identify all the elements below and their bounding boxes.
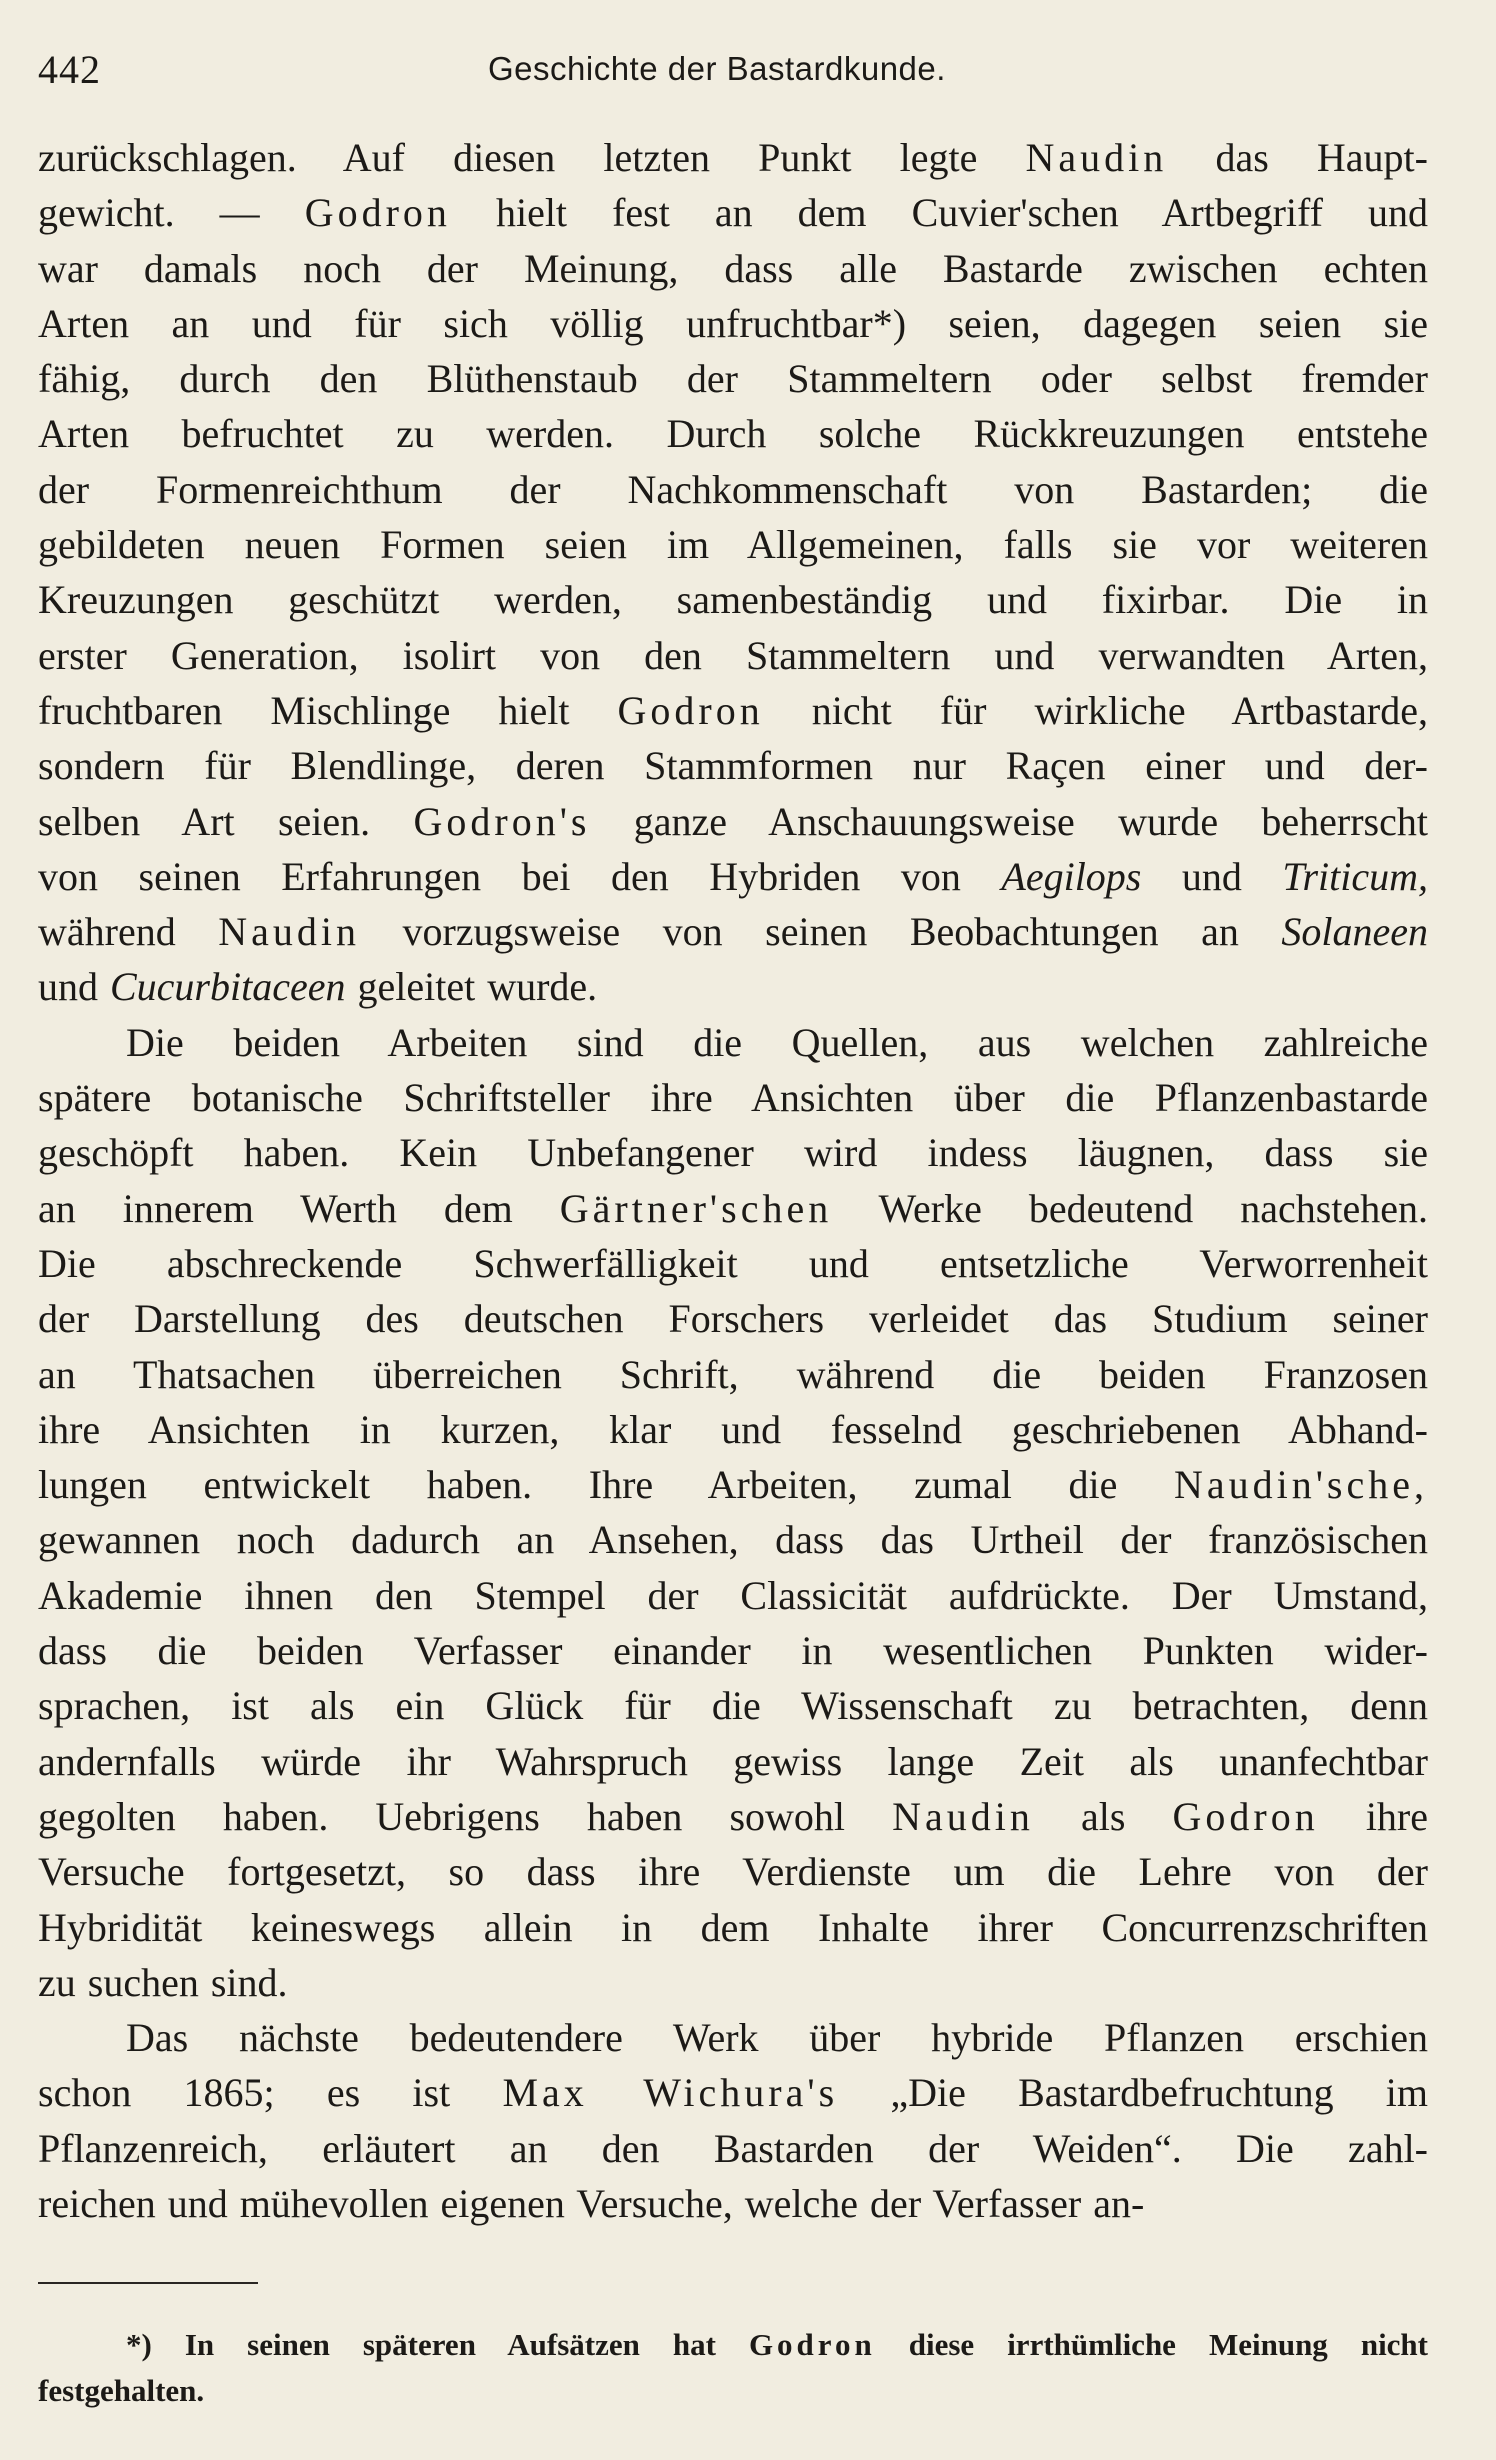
text-run: Die beiden Arbeiten sind die Quellen, aus welchen zahlreiche — [126, 1019, 1428, 1065]
text-run: spätere botanische Schriftsteller ihre Ansichten über die Pflanzenbastarde — [38, 1075, 1428, 1121]
text-run: dass die beiden Verfasser einander in wesentlichen Punkten wider- — [38, 1628, 1428, 1674]
name-spaced: Godron's — [413, 798, 591, 844]
text-line — [38, 1678, 1428, 1733]
text-run: festgehalten. — [38, 2373, 205, 2408]
text-run: Die abschreckende Schwerfälligkeit und entsetzliche Verworrenheit — [38, 1240, 1428, 1286]
text-line — [38, 1291, 1428, 1346]
text-run: gegolten haben. Uebrigens haben sowohl — [38, 1793, 893, 1839]
text-run: andernfalls würde ihr Wahrspruch gewiss lange Zeit als unanfechtbar — [38, 1738, 1428, 1784]
text-run: und — [1141, 853, 1283, 899]
text-line — [38, 572, 1428, 627]
text-run: ganze Anschauungsweise wurde beherrscht — [590, 798, 1428, 844]
name-spaced: Godron — [748, 2327, 876, 2362]
taxon-italic: Triticum, — [1282, 853, 1428, 899]
text-line — [38, 1844, 1428, 1899]
name-spaced: Godron — [304, 190, 451, 236]
text-line — [38, 2065, 1428, 2120]
text-run: nicht für wirkliche Artbastarde, — [763, 687, 1428, 733]
text-run: Pflanzenreich, erläutert an den Bastarden der Weiden“. Die zahl- — [38, 2125, 1428, 2171]
text-run: von seinen Erfahrungen bei den Hybriden von — [38, 853, 1002, 899]
text-run: *) In seinen späteren Aufsätzen hat — [126, 2327, 749, 2362]
name-spaced: Gärtner'schen — [559, 1185, 833, 1231]
page-header — [38, 46, 1428, 96]
text-line — [38, 1070, 1428, 1125]
text-line — [38, 794, 1428, 849]
taxon-italic: Solaneen — [1281, 909, 1429, 955]
text-line — [38, 1402, 1428, 1457]
text-line — [38, 1900, 1428, 1955]
text-run: fruchtbaren Mischlinge hielt — [38, 687, 618, 733]
text-run: gewannen noch dadurch an Ansehen, dass das Urtheil der französischen — [38, 1517, 1428, 1563]
text-run: gebildeten neuen Formen seien im Allgemeinen, falls sie vor weiteren — [38, 522, 1428, 568]
text-line — [38, 1955, 1428, 2010]
text-line — [38, 351, 1428, 406]
text-line — [38, 1789, 1428, 1844]
text-line — [38, 462, 1428, 517]
text-line — [38, 738, 1428, 793]
name-spaced: Godron — [1172, 1793, 1319, 1839]
text-run: das Haupt- — [1167, 135, 1428, 180]
name-spaced: Naudin — [1025, 135, 1168, 180]
name-spaced: Naudin — [218, 909, 360, 955]
text-run: Werke bedeutend nachstehen. — [832, 1185, 1428, 1231]
name-spaced: Godron — [617, 687, 764, 733]
text-run: an innerem Werth dem — [38, 1185, 560, 1231]
name-spaced: Naudin'sche, — [1173, 1462, 1428, 1508]
text-run: Das nächste bedeutendere Werk über hybride Pflanzen erschien — [126, 2015, 1428, 2061]
text-run: erster Generation, isolirt von den Stammeltern und verwandten Arten, — [38, 632, 1428, 678]
text-line — [38, 2121, 1428, 2176]
text-line — [38, 1125, 1428, 1180]
text-line — [38, 2322, 1428, 2368]
page-number: 442 — [38, 47, 101, 92]
text-line — [38, 2010, 1428, 2065]
text-line — [38, 959, 1428, 1014]
running-title: Geschichte der Bastardkunde. — [488, 50, 946, 87]
paragraph — [38, 2010, 1428, 2231]
text-run: diese irrthümliche Meinung nicht — [875, 2327, 1429, 2362]
text-line — [38, 1734, 1428, 1789]
text-line — [38, 2176, 1428, 2231]
text-line — [38, 185, 1428, 240]
text-run: lungen entwickelt haben. Ihre Arbeiten, zumal die — [38, 1462, 1174, 1508]
name-spaced: Naudin — [892, 1793, 1034, 1839]
text-run: geleitet wurde. — [345, 964, 598, 1010]
text-line — [38, 1512, 1428, 1567]
text-run: zurückschlagen. Auf diesen letzten Punkt legte — [38, 135, 1026, 180]
text-line — [38, 1623, 1428, 1678]
taxon-italic: Cucurbitaceen — [110, 964, 346, 1010]
paragraph — [38, 130, 1428, 1015]
footnote-divider — [38, 2282, 258, 2284]
paragraph — [38, 1015, 1428, 2010]
text-run: der Formenreichthum der Nachkommenschaft von Bastarden; die — [38, 466, 1428, 512]
taxon-italic: Aegilops — [1001, 853, 1142, 899]
text-run: an Thatsachen überreichen Schrift, während die beiden Franzosen — [38, 1351, 1428, 1397]
text-run: vorzugsweise von seinen Beobachtungen an — [359, 909, 1282, 955]
text-line — [38, 1181, 1428, 1236]
text-run: zu suchen sind. — [38, 1959, 288, 2005]
text-run: fähig, durch den Blüthenstaub der Stammeltern oder selbst fremder — [38, 356, 1428, 402]
text-line — [38, 406, 1428, 461]
text-line — [38, 904, 1428, 959]
text-run: selben Art seien. — [38, 798, 414, 844]
text-run: als — [1033, 1793, 1173, 1839]
text-line — [38, 628, 1428, 683]
text-line — [38, 1347, 1428, 1402]
text-run: Arten an und für sich völlig unfruchtbar*) seien, dagegen seien sie — [38, 300, 1428, 346]
text-run: Akademie ihnen den Stempel der Classicität aufdrückte. Der Umstand, — [38, 1572, 1428, 1618]
text-run: der Darstellung des deutschen Forschers verleidet das Studium seiner — [38, 1296, 1428, 1342]
text-run: gewicht. — — [38, 190, 305, 236]
text-line — [38, 241, 1428, 296]
text-run: Arten befruchtet zu werden. Durch solche Rückkreuzungen entstehe — [38, 411, 1428, 457]
text-run: hielt fest an dem Cuvier'schen Artbegriff und — [450, 190, 1429, 236]
text-line — [38, 1457, 1428, 1512]
text-line — [38, 849, 1428, 904]
text-line — [38, 130, 1428, 185]
footnote — [38, 2322, 1428, 2414]
text-run: und — [38, 964, 110, 1010]
text-line — [38, 2368, 1428, 2414]
text-run: reichen und mühevollen eigenen Versuche, welche der Verfasser an- — [38, 2180, 1145, 2226]
text-run: während — [38, 909, 219, 955]
text-line — [38, 517, 1428, 572]
text-run: ihre Ansichten in kurzen, klar und fesselnd geschriebenen Abhand- — [38, 1406, 1428, 1452]
text-line — [38, 1236, 1428, 1291]
text-run: sondern für Blendlinge, deren Stammformen nur Raçen einer und der- — [38, 743, 1428, 789]
text-line — [38, 1015, 1428, 1070]
text-run: Kreuzungen geschützt werden, samenbeständig und fixirbar. Die in — [38, 577, 1428, 623]
text-line — [38, 683, 1428, 738]
text-run: war damals noch der Meinung, dass alle Bastarde zwischen echten — [38, 245, 1428, 291]
text-run: geschöpft haben. Kein Unbefangener wird indess läugnen, dass sie — [38, 1130, 1428, 1176]
text-line — [38, 296, 1428, 351]
text-run: „Die Bastardbefruchtung im — [838, 2070, 1429, 2116]
text-line — [38, 1568, 1428, 1623]
body-text — [38, 130, 1428, 2231]
text-run: ihre — [1318, 1793, 1429, 1839]
text-run: Versuche fortgesetzt, so dass ihre Verdienste um die Lehre von der — [38, 1849, 1428, 1895]
text-run: Hybridität keineswegs allein in dem Inhalte ihrer Concurrenzschriften — [38, 1904, 1428, 1950]
text-run: sprachen, ist als ein Glück für die Wissenschaft zu betrachten, denn — [38, 1683, 1428, 1729]
text-run: schon 1865; es ist — [38, 2070, 503, 2116]
name-spaced: Max Wichura's — [502, 2070, 839, 2116]
